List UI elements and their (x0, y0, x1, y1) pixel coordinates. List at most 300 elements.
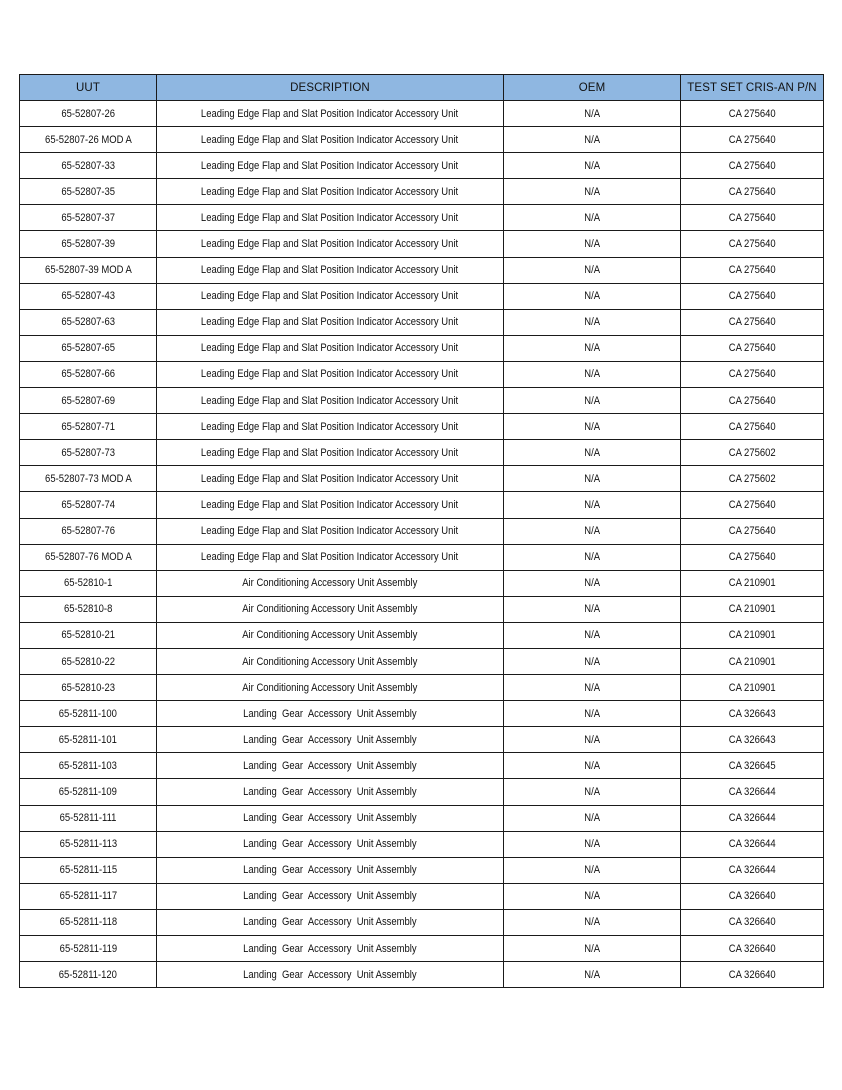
cell-test-set (681, 753, 824, 779)
cell-uut-text: 65-52810-22 (61, 655, 115, 668)
table-row (20, 805, 824, 831)
cell-description (157, 101, 504, 127)
cell-description-text: Leading Edge Flap and Slat Position Indicator Accessory Unit (201, 133, 459, 146)
cell-test-set-text: CA 275640 (728, 420, 776, 433)
cell-test-set (681, 101, 824, 127)
cell-uut (20, 648, 157, 674)
cell-description-text: Landing Gear Accessory Unit Assembly (243, 916, 417, 929)
cell-test-set-text: CA 326643 (728, 707, 776, 720)
cell-description-text: Leading Edge Flap and Slat Position Indicator Accessory Unit (201, 185, 459, 198)
cell-oem-text: N/A (584, 498, 600, 511)
cell-uut (20, 909, 157, 935)
cell-oem-text: N/A (584, 629, 600, 642)
cell-oem (504, 283, 681, 309)
cell-test-set-text: CA 275640 (728, 498, 776, 511)
cell-description (157, 753, 504, 779)
cell-uut-text: 65-52807-74 (61, 498, 115, 511)
cell-uut (20, 622, 157, 648)
table-row (20, 492, 824, 518)
table-row (20, 466, 824, 492)
cell-test-set (681, 388, 824, 414)
cell-description-text: Landing Gear Accessory Unit Assembly (243, 812, 417, 825)
cell-uut-text: 65-52807-37 (61, 211, 115, 224)
cell-oem-text: N/A (584, 785, 600, 798)
cell-oem (504, 335, 681, 361)
table-row (20, 231, 824, 257)
cell-uut-text: 65-52807-66 (61, 368, 115, 381)
cell-description-text: Leading Edge Flap and Slat Position Indicator Accessory Unit (201, 211, 459, 224)
cell-oem-text: N/A (584, 942, 600, 955)
header-test-set: TEST SET CRIS-AN P/N (681, 75, 824, 101)
cell-description (157, 153, 504, 179)
cell-test-set-text: CA 326640 (728, 890, 776, 903)
cell-test-set (681, 648, 824, 674)
cell-test-set (681, 283, 824, 309)
cell-description (157, 675, 504, 701)
cell-oem-text: N/A (584, 525, 600, 538)
cell-description-text: Leading Edge Flap and Slat Position Indicator Accessory Unit (201, 316, 459, 329)
header-row (20, 75, 824, 101)
cell-oem (504, 127, 681, 153)
cell-test-set (681, 831, 824, 857)
cell-description (157, 648, 504, 674)
table-row (20, 570, 824, 596)
cell-test-set-text: CA 326644 (728, 785, 776, 798)
cell-uut-text: 65-52807-39 (61, 238, 115, 251)
cell-description (157, 309, 504, 335)
cell-description-text: Leading Edge Flap and Slat Position Indicator Accessory Unit (201, 472, 459, 485)
cell-test-set (681, 727, 824, 753)
cell-oem (504, 101, 681, 127)
cell-oem-text: N/A (584, 733, 600, 746)
cell-oem (504, 831, 681, 857)
cell-oem (504, 936, 681, 962)
cell-description-text: Landing Gear Accessory Unit Assembly (243, 968, 417, 981)
cell-test-set (681, 127, 824, 153)
table-row (20, 622, 824, 648)
table-row (20, 831, 824, 857)
cell-oem (504, 414, 681, 440)
cell-test-set-text: CA 275640 (728, 159, 776, 172)
table-row (20, 257, 824, 283)
cell-uut (20, 544, 157, 570)
table-row (20, 283, 824, 309)
cell-description-text: Landing Gear Accessory Unit Assembly (243, 942, 417, 955)
cell-description (157, 179, 504, 205)
cell-description-text: Leading Edge Flap and Slat Position Indicator Accessory Unit (201, 498, 459, 511)
cell-test-set (681, 622, 824, 648)
cell-uut (20, 570, 157, 596)
cell-test-set-text: CA 326640 (728, 968, 776, 981)
cell-uut (20, 205, 157, 231)
table-row (20, 518, 824, 544)
table-row (20, 361, 824, 387)
cell-oem (504, 883, 681, 909)
cell-uut (20, 388, 157, 414)
cell-test-set-text: CA 210901 (728, 681, 776, 694)
cell-test-set-text: CA 275640 (728, 342, 776, 355)
cell-test-set-text: CA 326644 (728, 864, 776, 877)
cell-uut-text: 65-52807-33 (61, 159, 115, 172)
cell-test-set-text: CA 275640 (728, 394, 776, 407)
cell-uut-text: 65-52807-73 (61, 446, 115, 459)
cell-description (157, 518, 504, 544)
cell-uut (20, 779, 157, 805)
cell-oem (504, 596, 681, 622)
cell-test-set-text: CA 275640 (728, 185, 776, 198)
cell-oem-text: N/A (584, 107, 600, 120)
cell-test-set-text: CA 275640 (728, 264, 776, 277)
cell-oem (504, 440, 681, 466)
cell-oem-text: N/A (584, 864, 600, 877)
cell-description (157, 257, 504, 283)
cell-description (157, 440, 504, 466)
cell-description (157, 779, 504, 805)
cell-uut-text: 65-52807-65 (61, 342, 115, 355)
cell-oem (504, 909, 681, 935)
cell-uut (20, 231, 157, 257)
cell-test-set (681, 544, 824, 570)
cell-uut (20, 753, 157, 779)
cell-oem-text: N/A (584, 603, 600, 616)
cell-test-set-text: CA 210901 (728, 629, 776, 642)
cell-test-set (681, 596, 824, 622)
cell-description-text: Leading Edge Flap and Slat Position Indicator Accessory Unit (201, 368, 459, 381)
cell-uut (20, 179, 157, 205)
cell-description (157, 883, 504, 909)
cell-test-set-text: CA 275640 (728, 238, 776, 251)
cell-oem-text: N/A (584, 759, 600, 772)
table-row (20, 936, 824, 962)
cell-uut-text: 65-52811-100 (58, 707, 118, 720)
cell-description (157, 857, 504, 883)
cell-description-text: Landing Gear Accessory Unit Assembly (243, 733, 417, 746)
table-row (20, 883, 824, 909)
cell-test-set (681, 857, 824, 883)
cell-test-set-text: CA 275640 (728, 211, 776, 224)
cell-uut-text: 65-52810-23 (61, 681, 115, 694)
cell-description-text: Landing Gear Accessory Unit Assembly (243, 890, 417, 903)
cell-test-set (681, 962, 824, 988)
cell-description-text: Leading Edge Flap and Slat Position Indicator Accessory Unit (201, 290, 459, 303)
cell-test-set (681, 257, 824, 283)
cell-description (157, 701, 504, 727)
cell-oem-text: N/A (584, 472, 600, 485)
cell-uut-text: 65-52811-117 (59, 890, 117, 903)
cell-uut-text: 65-52811-119 (59, 942, 117, 955)
cell-description-text: Air Conditioning Accessory Unit Assembly (242, 577, 418, 590)
cell-oem (504, 518, 681, 544)
cell-uut (20, 309, 157, 335)
cell-test-set (681, 440, 824, 466)
cell-description-text: Leading Edge Flap and Slat Position Indicator Accessory Unit (201, 420, 459, 433)
cell-description (157, 570, 504, 596)
cell-test-set-text: CA 326640 (728, 916, 776, 929)
cell-description (157, 909, 504, 935)
table-row (20, 414, 824, 440)
table-row (20, 544, 824, 570)
cell-oem-text: N/A (584, 916, 600, 929)
cell-oem (504, 779, 681, 805)
table-row (20, 309, 824, 335)
cell-test-set (681, 466, 824, 492)
cell-oem-text: N/A (584, 551, 600, 564)
cell-test-set-text: CA 275640 (728, 551, 776, 564)
cell-test-set (681, 309, 824, 335)
cell-description-text: Landing Gear Accessory Unit Assembly (243, 759, 417, 772)
cell-uut-text: 65-52811-111 (59, 812, 117, 825)
cell-uut-text: 65-52807-76 (61, 525, 115, 538)
cell-uut-text: 65-52807-73 MOD A (44, 472, 132, 485)
cell-oem (504, 622, 681, 648)
cell-uut-text: 65-52807-26 (61, 107, 115, 120)
cell-oem (504, 753, 681, 779)
cell-test-set (681, 701, 824, 727)
header-oem: OEM (504, 75, 681, 101)
cell-description (157, 936, 504, 962)
cell-oem-text: N/A (584, 420, 600, 433)
cell-test-set-text: CA 326645 (728, 759, 776, 772)
cell-test-set-text: CA 275640 (728, 107, 776, 120)
cell-test-set (681, 335, 824, 361)
cell-uut (20, 153, 157, 179)
cell-uut (20, 857, 157, 883)
cell-oem (504, 466, 681, 492)
cell-description-text: Leading Edge Flap and Slat Position Indicator Accessory Unit (201, 107, 459, 120)
cell-description (157, 127, 504, 153)
cell-uut (20, 518, 157, 544)
cell-test-set (681, 675, 824, 701)
cell-oem-text: N/A (584, 655, 600, 668)
header-description: DESCRIPTION (157, 75, 504, 101)
table-row (20, 909, 824, 935)
table-row (20, 101, 824, 127)
table-row (20, 753, 824, 779)
cell-test-set-text: CA 326640 (728, 942, 776, 955)
cell-test-set (681, 205, 824, 231)
cell-uut-text: 65-52811-101 (58, 733, 118, 746)
cell-uut (20, 936, 157, 962)
table-row (20, 388, 824, 414)
cell-uut-text: 65-52811-109 (58, 785, 118, 798)
cell-oem-text: N/A (584, 185, 600, 198)
cell-description (157, 466, 504, 492)
cell-test-set-text: CA 326644 (728, 812, 776, 825)
cell-oem (504, 388, 681, 414)
cell-uut (20, 440, 157, 466)
cell-description-text: Leading Edge Flap and Slat Position Indicator Accessory Unit (201, 264, 459, 277)
cell-test-set-text: CA 210901 (728, 603, 776, 616)
cell-uut (20, 492, 157, 518)
cell-uut (20, 127, 157, 153)
cell-oem-text: N/A (584, 707, 600, 720)
cell-oem-text: N/A (584, 812, 600, 825)
cell-test-set-text: CA 275602 (728, 472, 776, 485)
cell-test-set (681, 518, 824, 544)
cell-description (157, 962, 504, 988)
cell-oem-text: N/A (584, 446, 600, 459)
cell-description-text: Leading Edge Flap and Slat Position Indicator Accessory Unit (201, 342, 459, 355)
cell-uut-text: 65-52810-8 (63, 603, 113, 616)
cell-oem (504, 727, 681, 753)
cell-test-set-text: CA 275640 (728, 290, 776, 303)
cell-oem (504, 701, 681, 727)
cell-oem (504, 309, 681, 335)
cell-oem (504, 231, 681, 257)
cell-description-text: Leading Edge Flap and Slat Position Indicator Accessory Unit (201, 446, 459, 459)
table-header (20, 75, 824, 101)
cell-oem (504, 153, 681, 179)
cell-uut-text: 65-52807-71 (61, 420, 115, 433)
table-body (20, 101, 824, 988)
cell-uut-text: 65-52811-118 (59, 916, 117, 929)
cell-description-text: Leading Edge Flap and Slat Position Indicator Accessory Unit (201, 525, 459, 538)
cell-oem (504, 675, 681, 701)
cell-description-text: Leading Edge Flap and Slat Position Indicator Accessory Unit (201, 159, 459, 172)
cell-test-set (681, 231, 824, 257)
table-row (20, 153, 824, 179)
cell-oem (504, 962, 681, 988)
cell-uut (20, 414, 157, 440)
cell-uut (20, 257, 157, 283)
table-row (20, 440, 824, 466)
cell-oem (504, 570, 681, 596)
cell-test-set (681, 492, 824, 518)
cell-test-set-text: CA 326643 (728, 733, 776, 746)
table-row (20, 127, 824, 153)
cell-oem-text: N/A (584, 577, 600, 590)
cell-description (157, 622, 504, 648)
cell-uut (20, 596, 157, 622)
cell-oem-text: N/A (584, 316, 600, 329)
cell-uut (20, 831, 157, 857)
cell-description (157, 596, 504, 622)
cell-uut (20, 675, 157, 701)
cell-test-set-text: CA 275640 (728, 133, 776, 146)
header-uut: UUT (20, 75, 157, 101)
table-row (20, 675, 824, 701)
cell-test-set (681, 805, 824, 831)
cell-test-set-text: CA 210901 (728, 655, 776, 668)
cell-test-set-text: CA 275640 (728, 525, 776, 538)
table-row (20, 962, 824, 988)
table-row (20, 701, 824, 727)
cell-description (157, 544, 504, 570)
cell-uut (20, 727, 157, 753)
cell-test-set-text: CA 210901 (728, 577, 776, 590)
cell-description (157, 205, 504, 231)
cell-description-text: Landing Gear Accessory Unit Assembly (243, 707, 417, 720)
cell-description (157, 805, 504, 831)
cell-description (157, 831, 504, 857)
parts-table-container (19, 74, 823, 988)
cell-uut (20, 361, 157, 387)
cell-test-set (681, 153, 824, 179)
parts-table (19, 74, 824, 988)
cell-oem-text: N/A (584, 838, 600, 851)
table-row (20, 335, 824, 361)
cell-uut-text: 65-52807-26 MOD A (44, 133, 132, 146)
cell-oem (504, 857, 681, 883)
cell-oem-text: N/A (584, 133, 600, 146)
cell-description-text: Leading Edge Flap and Slat Position Indicator Accessory Unit (201, 394, 459, 407)
cell-test-set (681, 414, 824, 440)
cell-uut (20, 466, 157, 492)
cell-description (157, 231, 504, 257)
cell-uut (20, 962, 157, 988)
cell-uut (20, 283, 157, 309)
cell-uut-text: 65-52807-39 MOD A (44, 264, 132, 277)
cell-oem-text: N/A (584, 211, 600, 224)
cell-oem-text: N/A (584, 159, 600, 172)
cell-test-set (681, 179, 824, 205)
cell-description (157, 283, 504, 309)
cell-description (157, 361, 504, 387)
cell-description (157, 727, 504, 753)
cell-description-text: Landing Gear Accessory Unit Assembly (243, 838, 417, 851)
cell-uut-text: 65-52807-76 MOD A (44, 551, 132, 564)
cell-test-set-text: CA 275640 (728, 368, 776, 381)
cell-description-text: Air Conditioning Accessory Unit Assembly (242, 629, 418, 642)
cell-oem-text: N/A (584, 681, 600, 694)
cell-description-text: Leading Edge Flap and Slat Position Indicator Accessory Unit (201, 551, 459, 564)
cell-oem-text: N/A (584, 394, 600, 407)
cell-test-set (681, 936, 824, 962)
cell-uut (20, 805, 157, 831)
cell-test-set (681, 909, 824, 935)
cell-oem (504, 257, 681, 283)
cell-oem (504, 492, 681, 518)
cell-uut (20, 101, 157, 127)
cell-oem (504, 648, 681, 674)
cell-oem-text: N/A (584, 890, 600, 903)
cell-test-set (681, 361, 824, 387)
cell-oem (504, 361, 681, 387)
cell-description-text: Air Conditioning Accessory Unit Assembly (242, 603, 418, 616)
cell-oem-text: N/A (584, 368, 600, 381)
cell-oem-text: N/A (584, 238, 600, 251)
cell-oem (504, 205, 681, 231)
cell-test-set-text: CA 275602 (728, 446, 776, 459)
cell-uut-text: 65-52807-35 (61, 185, 115, 198)
cell-test-set (681, 883, 824, 909)
table-row (20, 205, 824, 231)
cell-uut-text: 65-52811-103 (58, 759, 118, 772)
cell-oem (504, 805, 681, 831)
cell-uut (20, 701, 157, 727)
cell-oem-text: N/A (584, 342, 600, 355)
cell-oem-text: N/A (584, 290, 600, 303)
cell-description-text: Air Conditioning Accessory Unit Assembly (242, 655, 418, 668)
cell-test-set-text: CA 326644 (728, 838, 776, 851)
cell-uut (20, 335, 157, 361)
cell-uut-text: 65-52811-113 (59, 838, 117, 851)
cell-description (157, 414, 504, 440)
cell-uut-text: 65-52807-69 (61, 394, 115, 407)
cell-oem (504, 544, 681, 570)
cell-description-text: Leading Edge Flap and Slat Position Indicator Accessory Unit (201, 238, 459, 251)
cell-test-set-text: CA 275640 (728, 316, 776, 329)
cell-uut-text: 65-52811-120 (58, 968, 118, 981)
cell-description (157, 388, 504, 414)
cell-description (157, 492, 504, 518)
cell-test-set (681, 570, 824, 596)
cell-test-set (681, 779, 824, 805)
cell-uut-text: 65-52810-21 (61, 629, 115, 642)
cell-uut-text: 65-52810-1 (63, 577, 113, 590)
table-row (20, 779, 824, 805)
cell-description-text: Air Conditioning Accessory Unit Assembly (242, 681, 418, 694)
